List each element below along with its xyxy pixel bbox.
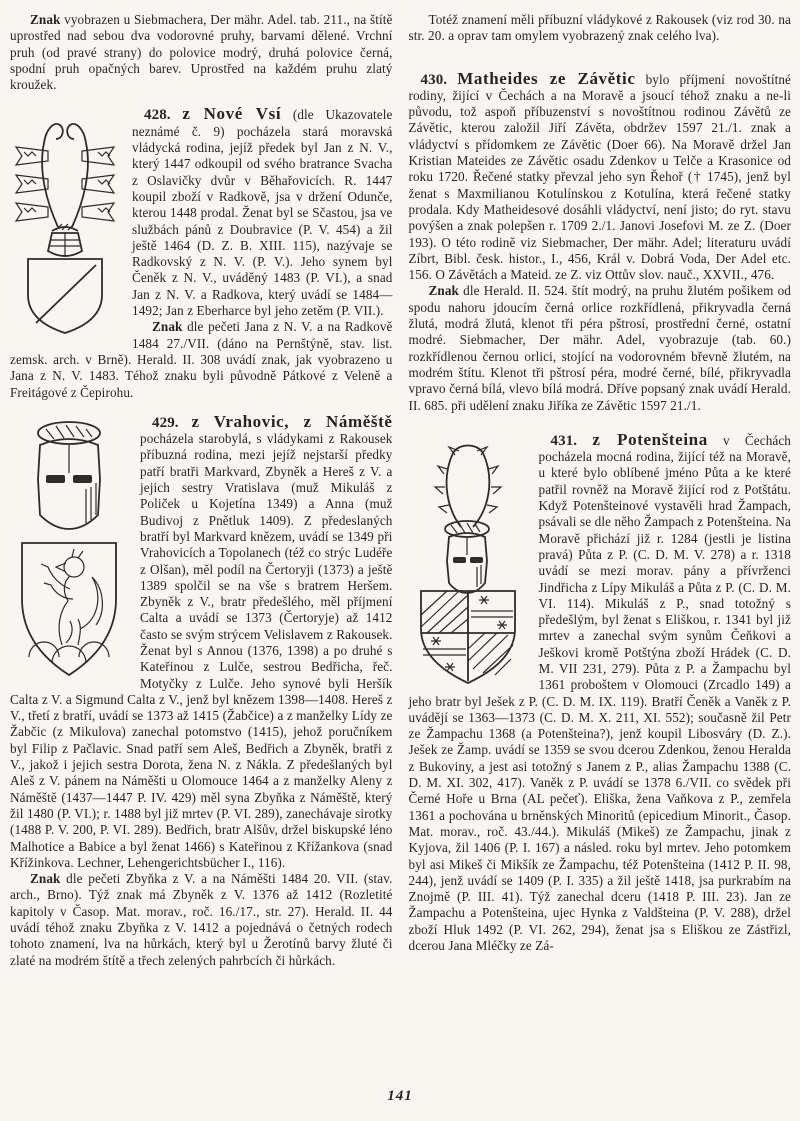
section-430-paragraph xyxy=(408,68,792,284)
znak-lead-word: Znak xyxy=(428,283,459,299)
right-column xyxy=(409,12,792,969)
paragraph-znak-429 xyxy=(10,871,393,969)
section-430 xyxy=(408,68,792,414)
znak-lead-word: Znak xyxy=(152,319,183,335)
left-column xyxy=(10,12,393,969)
section-429-body: pocházela starobylá, s vládykami z Rakousek příbuzná rodina, mezi jejíž nejstarší předky patří bratři Markvard, Zbyněk a Hereš z V. a jejich sestry Vratislava (muž Mikuláš z Poliček u Kojetína 1349) a Anna (muž Budivoj z Pnětluk 1409). Z předeslaných bratří byl Markvard knězem, uvádí se 1349 při Vrahovicích a Topolanech (též co strýc Ludéře z Olšan), měl podíl na Čertoryji (1373) a ještě 1389 spolčil se na vše s bratrem Heršem. Zbyněk z V., bratr předešlého, měl příjmení Calta a uvádí se 1373 (Čertoryje) až 1412 často se svým strýcem Velislavem z Rakousek. Ženat byl s Annou (1376, 1398) a po druhé s Kateřinou z Lulče, sestrou Bedřicha, řeč. Motyčky z Lulče. Jeho synové byli Heršík Calta z V. a Sigmund Calta z V., jenž byl knězem 1398—1408. Hereš z V., třetí z bratří, uvádí se 1373 až 1415 (Žabčice) a z manželky Lídy ze Žabčic (z Mikulova) zanechal potomstvo (1415), jehož poručníkem byl Filip z Pačlavic. Snad patří sem Aleš, Bedřich a Zbyněk, bratři z V., jakož i jejich sestra Dorota, žena N. z Nákla. Z předešlaných byl Aleš z V. pánem na Náměšti u Olomouce 1464 a z manželky Aleny z Náměště (1437—1447 P. IV. 429) měl syna Zbyňka z Náměště, který žil 1480 (P. VI.); r. 1488 byl již mrtev (P. VI. 289), zanechávaje sirotky (1488 P. V. 200, P. VI. 289). Bedřich, bratr Alšův, držel biskupské léno Malhotice a Babice a byl ženat 1466) s Kateřinou z Křížankova (snad Křížinkova. Lechner, Lehengerichtsbücher I., 116). xyxy=(10,431,393,870)
section-428-body: (dle Ukazovatele neznámé č. 9) pocházela stará moravská vládycká rodina, jejíž předek byl Jan z N. V., který 1447 odkoupil od svého bratrance Svacha z Oslavičky dvůr v Běhařovicích. R. 1447 koupil zboží v Radkově, jsa v držení Odunče, kterou 1448 prodal. Ženat byl se Sčastou, jsa ve službách pánů z Doubravice (P. V. 454) a žil ještě 1464 (D. Z. B. XIII. 115), nazývaje se Radkovský z N. V. (P. V.). Jeho synem byl Čeněk z N. V., uváděný 1483 (P. VI.), a snad Jan z N. V. a Radkova, který uvádí se 1484—1492; Jan z Eberharce byl jeho zetěm (P. VII.). xyxy=(132,107,393,319)
continuation-text: Totéž znamení měli příbuzní vládykové z Rakousek (viz rod 30. na str. 20. a oprav tam omylem vyobrazený znak celého lva). xyxy=(408,12,791,44)
section-429-paragraph xyxy=(10,411,393,871)
coat-of-arms-431-image xyxy=(409,435,527,685)
znak-429-text: dle pečeti Zbyňka z V. a na Náměšti 1484 20. VII. (stav. arch., Brno). Týž znak má Zbyněk z V. 1376 až 1412 (Rozletité kapitoly v Časop. Mat. morav., roč. 16./17., str. 27). Herald. II. 44 uvádí téhož znaku Zbyňka z V. 1412 a pojednává o četných rodech tohoto znamení, lva na hůrkách, který byl u Žerotínů barvy žluté či zlaté na modrém štítě a třech zelených pahrbcích či hůrkách. xyxy=(10,871,393,968)
paragraph-znak-430 xyxy=(409,283,792,413)
section-430-number: 430. xyxy=(420,71,448,88)
section-430-name: Matheides ze Závětic xyxy=(457,68,636,88)
section-428-paragraph xyxy=(10,106,393,319)
section-428 xyxy=(10,106,393,400)
section-428-name: z Nové Vsí xyxy=(182,104,282,124)
znak-428-text: dle pečeti Jana z N. V. a na Radkově 1484 27./VII. (dáno na Pernštýně, stav. list. zemsk. arch. v Brně). Herald. II. 308 uvádí znak, jak vyobrazeno u Jana z N. V. 1483. Téhož znaku byli původně Pátkové z Veleně a Freitágové z Čepirohu. xyxy=(10,319,393,400)
paragraph-znak-intro xyxy=(10,12,393,93)
section-431-name: z Potenšteina xyxy=(592,429,708,449)
paragraph-continuation xyxy=(409,12,792,45)
znak-430-text: dle Herald. II. 524. štít modrý, na pruhu žlutém pošikem od spodu nahoru jdoucím černá orlice rozkřídlená, přikryvadla černá žlutá, modrá žlutá, klenot tři péra pštrosí, prostřední černé, ostatní modré. Siebmacher, Der mähr. Adel, vyobrazuje (tab. 60.) rozkřídlenou černou orlici, stojící na vodorovném břevně žlutém, na modrém štítu. Klenot tři pštrosí péra, modré černé, bílé, přikryvadla vpravo černá bílá, vlevo bílá modrá. Dříve popsaný znak uvádí Herald. II. 685. při udělení znaku Jiříka ze Závětic 1597 21./1. xyxy=(408,283,791,413)
text-columns xyxy=(10,12,791,969)
section-429 xyxy=(10,411,393,969)
section-429-number: 429. xyxy=(152,414,179,431)
znak-lead-word: Znak xyxy=(30,12,61,27)
coat-of-arms-429-image xyxy=(10,417,128,683)
page-number: 141 xyxy=(387,1088,413,1104)
section-431-paragraph xyxy=(408,429,792,955)
section-430-body: bylo příjmení novoštítné rodiny, žijící v Čechách a na Moravě a jsoucí téhož znaku a ne-li původu, tož aspoň příbuzenství s novoštítnou rodinou Závětů ze Závětic, kterou založil Jiří Závěta, obdržev 1597 21./1. znak a vládyctví s přídomkem ze Závětic (Doer 66). Na Moravě držel Jan Kristian Mateides ze Závětic osadu Zdenkov u Telče a Krasonice od roku 1720. Řečené statky převzal jeho syn Řehoř († 1745), jenž byl ženat s Maxmilianou Kotulínskou z Kotulína, která řečené statky prodala. Kdy Matheidesové dosáhli vládyctví, není jisto; do ryt. stavu povýšen a znak polepšen r. 1709 2./1. Janovi Josefovi M. ze Z. (Doer 193). O této rodině viz Siebmacher, Der mähr. Adel; literaturu uvádí Zíbrt, Bibl. česk. histor., I., 456, Král v. Dobrá Voda, Der Adel etc. 156. O Závětách a Mateid. ze Z. viz Ottův slov. nauč., XXVII., 476. xyxy=(408,71,792,283)
znak-lead-word: Znak xyxy=(30,871,61,887)
section-431-number: 431. xyxy=(550,432,578,449)
section-431 xyxy=(408,429,792,955)
coat-of-arms-428-image xyxy=(10,109,120,335)
section-429-name: z Vrahovic, z Náměště xyxy=(191,411,393,431)
section-428-number: 428. xyxy=(144,107,171,124)
section-431-body: v Čechách pocházela mocná rodina, žijící též na Moravě, u které bylo oblíbené jméno Půta a ke které patřil rovněž na Moravě žijící rod z Potštátu. Když Potenšteinové vystavěli hrad Žampach, psávali se dle něho Žampach z Potenšteina. Na Moravě přichází již r. 1284 (jestli je listina pravá) Půta z P. (C. D. M. V. 278) a r. 1318 uvádí se mezi morav. pány a přívrženci Jindřicha z Lípy Mikuláš a Půta z P. (C. D. M. VI. 114). Mikuláš z P., snad totožný s předešlým, byl ženat s Eliškou, r. 1341 byl již mrtev a zanechal svým synům Čeňkovi a Ješkovi kromě Potštýna zboží Hrádek (C. D. M. VII 231, 279). Půta z P. a Žampachu byl 1361 proboštem v Olomouci (Zrcadlo 149) a jeho bratr byl Ješek z P. (C. D. M. IX. 119). Bratří Čeněk a Vaněk z P. uvádějí se 1363—1373 (C. D. M. X. 211, XI. 552); současně žil Petr ze Žampachu 1368 (a Potenšteina?), jenž koupil Libosváry (D. Z.). Ješek ze Žamp. uvádí se 1359 se svou dcerou Zdenkou, ženou Heralda z Bukoviny, a jest asi totožný s Janem z P., alias Žampachu 1388 (C. D. M. XI. 302, 417). Vaněk z P. uvádí se 1378 6./VII. co svědek při Černé Hoře u Brna (AL pečeť). Eliška, žena Vaňkova z P., zemřela 1361 a pochována u brněnských Minoritů (epicedium Minorit., Časop. Mat. morav., roč. 43./44.). Mikuláš (Mikeš) ze Žampachu, jinak z Kyjova, žil 1406 (P. I. 167) a násled. roku byl mrtev. Jeho potomkem byl asi Mikeš či Mikšík ze Žampachu, též Potenšteina (1412 P. II. 98, 244), jenž uvádí se 1409 (P. I. 335) a žil ještě 1418, jsa purkrabím na Znojmě (P. III. 41). Týž zanechal dceru (1418 P. III. 23). Jan ze Žampachu a Potenšteina, ujec Hynka z Valdšteina (P. V. 288), držel zboží Hluk 1492 (P. VI. 262, 294), ženat jsa s Eliškou ze Zástřizl, dcerou Jana Mléčky ze Zá- xyxy=(408,432,791,954)
znak-intro-text: vyobrazen u Siebmachera, Der mähr. Adel. tab. 211., na štítě uprostřed nad sebou dva vodorovné pruhy, barvami dělené. Vrchní pruh (od pravé strany) do polovice modrý, druhá polovice černá, spodní pruh opačných barev. Uprostřed na každém pruhu zlatý kroužek. xyxy=(10,12,393,93)
